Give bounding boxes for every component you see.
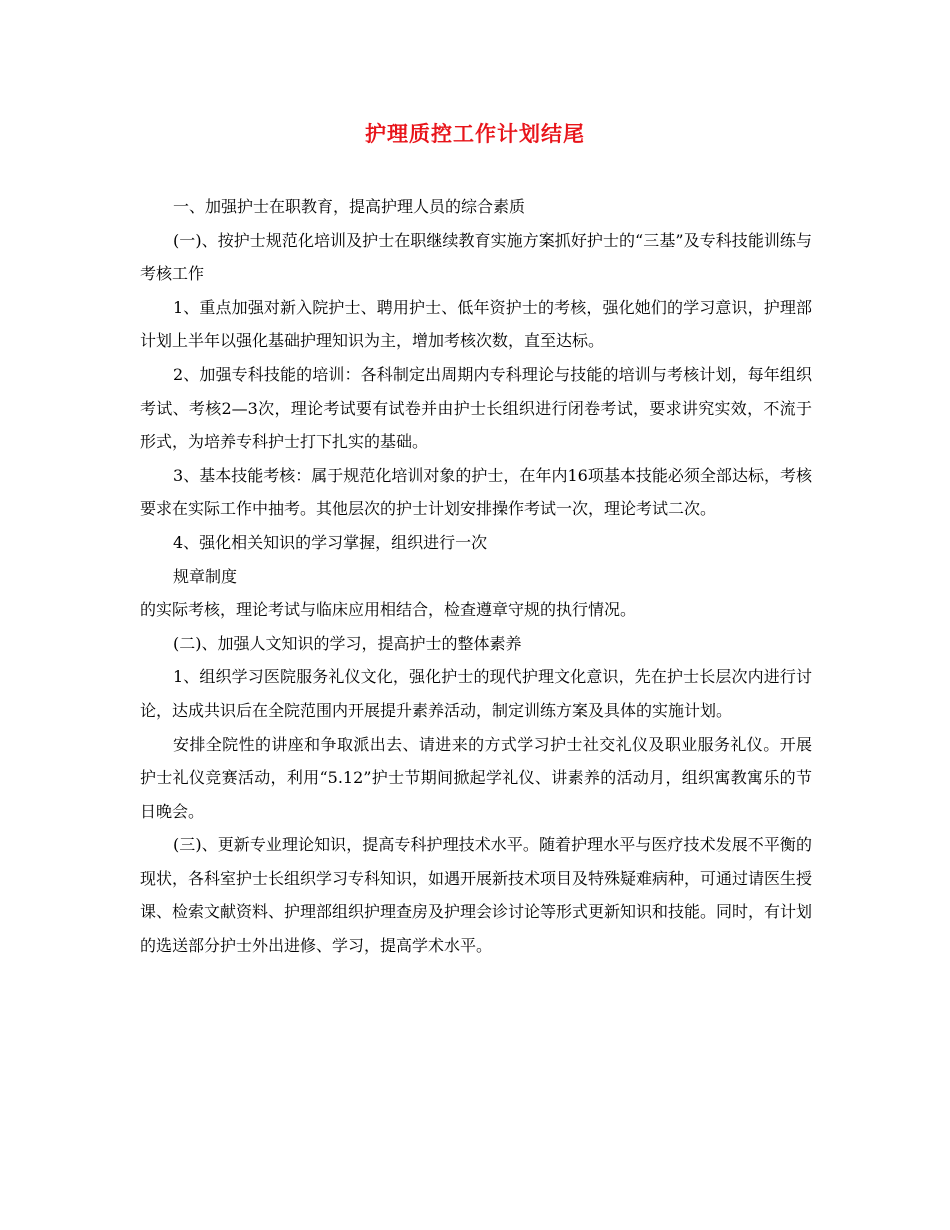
document-title: 护理质控工作计划结尾: [365, 121, 585, 146]
paragraph-item-3: 3、基本技能考核：属于规范化培训对象的护士，在年内16项基本技能必须全部达标，考核要求在实际工作中抽考。其他层次的护士计划安排操作考试一次，理论考试二次。: [140, 465, 812, 519]
document-body: [140, 190, 812, 963]
paragraph-item-6: 安排全院性的讲座和争取派出去、请进来的方式学习护士社交礼仪及职业服务礼仪。开展护士礼仪竞赛活动，利用“5.12”护士节期间掀起学礼仪、讲素养的活动月，组织寓教寓乐的节日晚会。: [140, 734, 812, 821]
section-heading-1: 一、加强护士在职教育，提高护理人员的综合素质: [173, 197, 526, 216]
paragraph-continuation: 的实际考核，理论考试与临床应用相结合，检查遵章守规的执行情况。: [140, 600, 637, 620]
subsection-heading-1: (一)、按护士规范化培训及护士在职继续教育实施方案抓好护士的“三基”及专科技能训练与考核工作: [140, 230, 812, 284]
paragraph-item-2: 2、加强专科技能的培训：各科制定出周期内专科理论与技能的培训与考核计划，每年组织考试、考核2—3次，理论考试要有试卷并由护士长组织进行闭卷考试，要求讲究实效，不流于形式，为培养专科护士打下扎实的基础。: [140, 364, 812, 452]
paragraph-item-1: 1、重点加强对新入院护士、聘用护士、低年资护士的考核，强化她们的学习意识，护理部计划上半年以强化基础护理知识为主，增加考核次数，直至达标。: [140, 297, 812, 351]
subsection-heading-2: (二)、加强人文知识的学习，提高护士的整体素养: [173, 633, 522, 653]
paragraph-fragment-rules: 规章制度: [173, 566, 238, 586]
paragraph-item-4: 4、强化相关知识的学习掌握，组织进行一次: [173, 532, 488, 552]
paragraph-item-5: 1、组织学习医院服务礼仪文化，强化护士的现代护理文化意识，先在护士长层次内进行讨论，达成共识后在全院范围内开展提升素养活动，制定训练方案及具体的实施计划。: [140, 667, 812, 720]
subsection-heading-3: (三)、更新专业理论知识，提高专科护理技术水平。随着护理水平与医疗技术发展不平衡的现状，各科室护士长组织学习专科知识，如遇开展新技术项目及特殊疑难病种，可通过请医生授课、检索文献资料、护理部组织护理查房及护理会诊讨论等形式更新知识和技能。同时，有计划的选送部分护士外出进修、学习，提高学术水平。: [140, 835, 813, 956]
